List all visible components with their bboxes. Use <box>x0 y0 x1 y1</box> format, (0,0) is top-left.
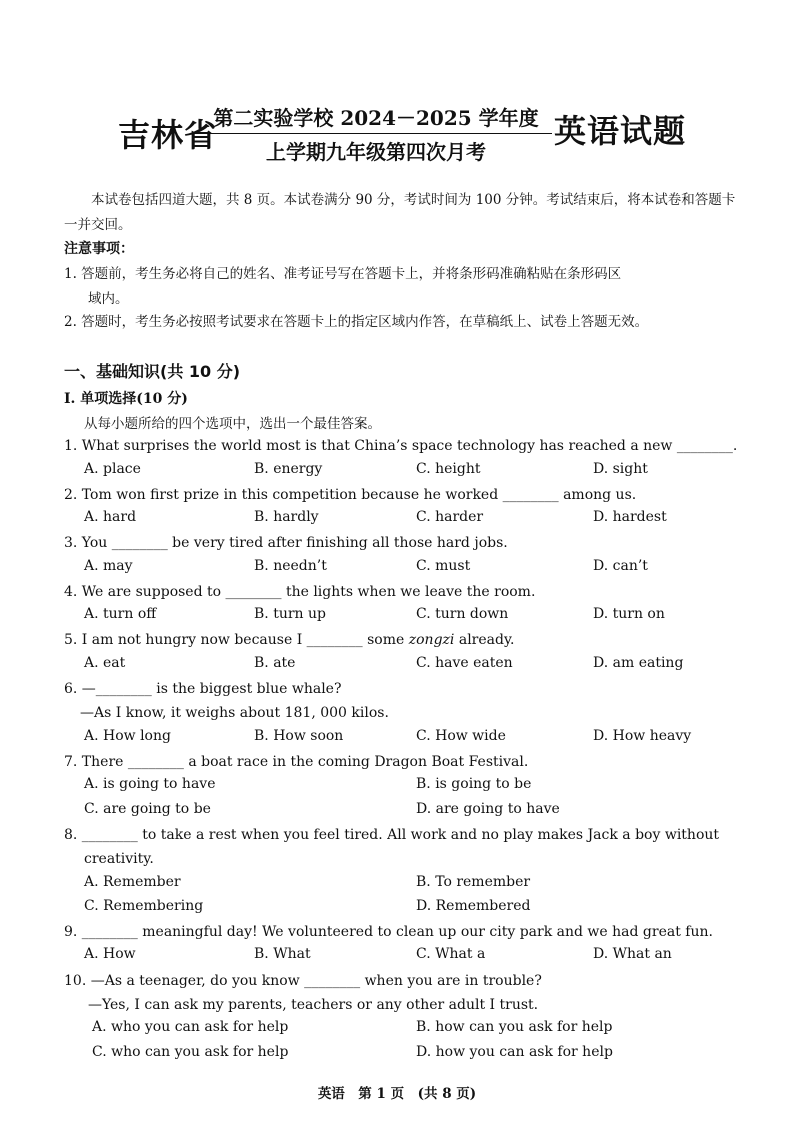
page-footer: 英语 第 1 页 (共 8 页) <box>317 1086 477 1102</box>
option[interactable]: A. is going to have <box>84 776 216 792</box>
exam-intro: 本试卷包括四道大题，共 8 页。本试卷满分 90 分，考试时间为 100 分钟。考试结束后，将本试卷和答题卡一并交回。 <box>64 192 736 233</box>
question-stem-line-2: creativity. <box>84 851 154 867</box>
option[interactable]: C. are going to be <box>84 801 211 817</box>
province-title: 吉林省 <box>118 116 218 154</box>
option[interactable]: A. eat <box>84 655 126 671</box>
question-stem: 7. There ________ a boat race in the coming Dragon Boat Festival. <box>64 754 529 770</box>
option[interactable]: B. ate <box>254 655 296 671</box>
exam-header <box>0 98 794 168</box>
subsection-title: Ⅰ. 单项选择(10 分) <box>64 391 188 407</box>
option[interactable]: C. What a <box>416 946 486 962</box>
option[interactable]: B. How soon <box>254 728 344 744</box>
option[interactable]: A. Remember <box>84 874 181 890</box>
school-line: 第二实验学校 2024－2025 学年度 <box>200 102 552 134</box>
option[interactable]: D. can’t <box>593 558 648 574</box>
question-stem-part: already. <box>454 632 515 648</box>
notice-title: 注意事项： <box>64 241 134 257</box>
question-stem-part: 5. I am not hungry now because I ________ some <box>64 632 409 648</box>
section-title: 一、基础知识(共 10 分) <box>64 362 241 381</box>
option[interactable]: D. hardest <box>593 509 667 525</box>
option[interactable]: C. must <box>416 558 471 574</box>
option[interactable]: A. turn off <box>84 606 157 622</box>
option[interactable]: D. are going to have <box>416 801 560 817</box>
option[interactable]: B. turn up <box>254 606 326 622</box>
question-stem: 3. You ________ be very tired after finishing all those hard jobs. <box>64 535 508 551</box>
option[interactable]: A. may <box>84 558 133 574</box>
notice-item-1-line-2: 域内。 <box>88 291 129 307</box>
question-stem: 1. What surprises the world most is that China’s space technology has reached a new ________. <box>64 438 738 454</box>
option[interactable]: D. Remembered <box>416 898 531 914</box>
option[interactable]: C. turn down <box>416 606 509 622</box>
option[interactable]: C. harder <box>416 509 484 525</box>
question-stem: 6. —________ is the biggest blue whale? <box>64 681 342 697</box>
option[interactable]: A. who you can ask for help <box>92 1019 289 1035</box>
option[interactable]: C. have eaten <box>416 655 513 671</box>
option[interactable]: C. who can you ask for help <box>92 1044 289 1060</box>
option[interactable]: C. How wide <box>416 728 506 744</box>
question-stem <box>64 630 744 650</box>
option[interactable]: B. To remember <box>416 874 531 890</box>
question-stem-line-2: —As I know, it weighs about 181, 000 kilos. <box>80 705 389 721</box>
option[interactable]: D. am eating <box>593 655 684 671</box>
subject-title: 英语试题 <box>554 112 687 150</box>
option[interactable]: D. What an <box>593 946 672 962</box>
question-stem-line-2: —Yes, I can ask my parents, teachers or any other adult I trust. <box>88 997 539 1013</box>
question-stem: 8. ________ to take a rest when you feel tired. All work and no play makes Jack a boy without <box>64 827 720 843</box>
option[interactable]: B. energy <box>254 461 323 477</box>
option[interactable]: A. place <box>84 461 141 477</box>
option[interactable]: D. how you can ask for help <box>416 1044 613 1060</box>
question-stem: 10. —As a teenager, do you know ________ when you are in trouble? <box>64 973 542 989</box>
question-stem: 4. We are supposed to ________ the lights when we leave the room. <box>64 584 536 600</box>
option[interactable]: C. height <box>416 461 481 477</box>
notice-item-1-line-1: 1. 答题前，考生务必将自己的姓名、准考证号写在答题卡上，并将条形码准确粘贴在条形码区 <box>64 266 622 282</box>
option[interactable]: D. turn on <box>593 606 665 622</box>
question-stem: 2. Tom won first prize in this competition because he worked ________ among us. <box>64 487 637 503</box>
term-line: 上学期九年级第四次月考 <box>266 140 486 164</box>
option[interactable]: B. What <box>254 946 311 962</box>
option[interactable]: D. How heavy <box>593 728 692 744</box>
option[interactable]: A. hard <box>84 509 137 525</box>
option[interactable]: B. hardly <box>254 509 319 525</box>
option[interactable]: B. is going to be <box>416 776 532 792</box>
option[interactable]: A. How long <box>84 728 171 744</box>
question-stem-italic: zongzi <box>408 632 455 648</box>
section-instruction: 从每小题所给的四个选项中，选出一个最佳答案。 <box>84 416 381 432</box>
notice-item-2: 2. 答题时，考生务必按照考试要求在答题卡上的指定区域内作答，在草稿纸上、试卷上答题无效。 <box>64 314 649 330</box>
option[interactable]: B. how can you ask for help <box>416 1019 613 1035</box>
question-stem: 9. ________ meaningful day! We volunteered to clean up our city park and we had great fun. <box>64 924 713 940</box>
option[interactable]: B. needn’t <box>254 558 327 574</box>
option[interactable]: C. Remembering <box>84 898 204 914</box>
option[interactable]: A. How <box>84 946 136 962</box>
school-term-block <box>200 102 552 165</box>
option[interactable]: D. sight <box>593 461 648 477</box>
notice-item-1 <box>64 262 740 312</box>
